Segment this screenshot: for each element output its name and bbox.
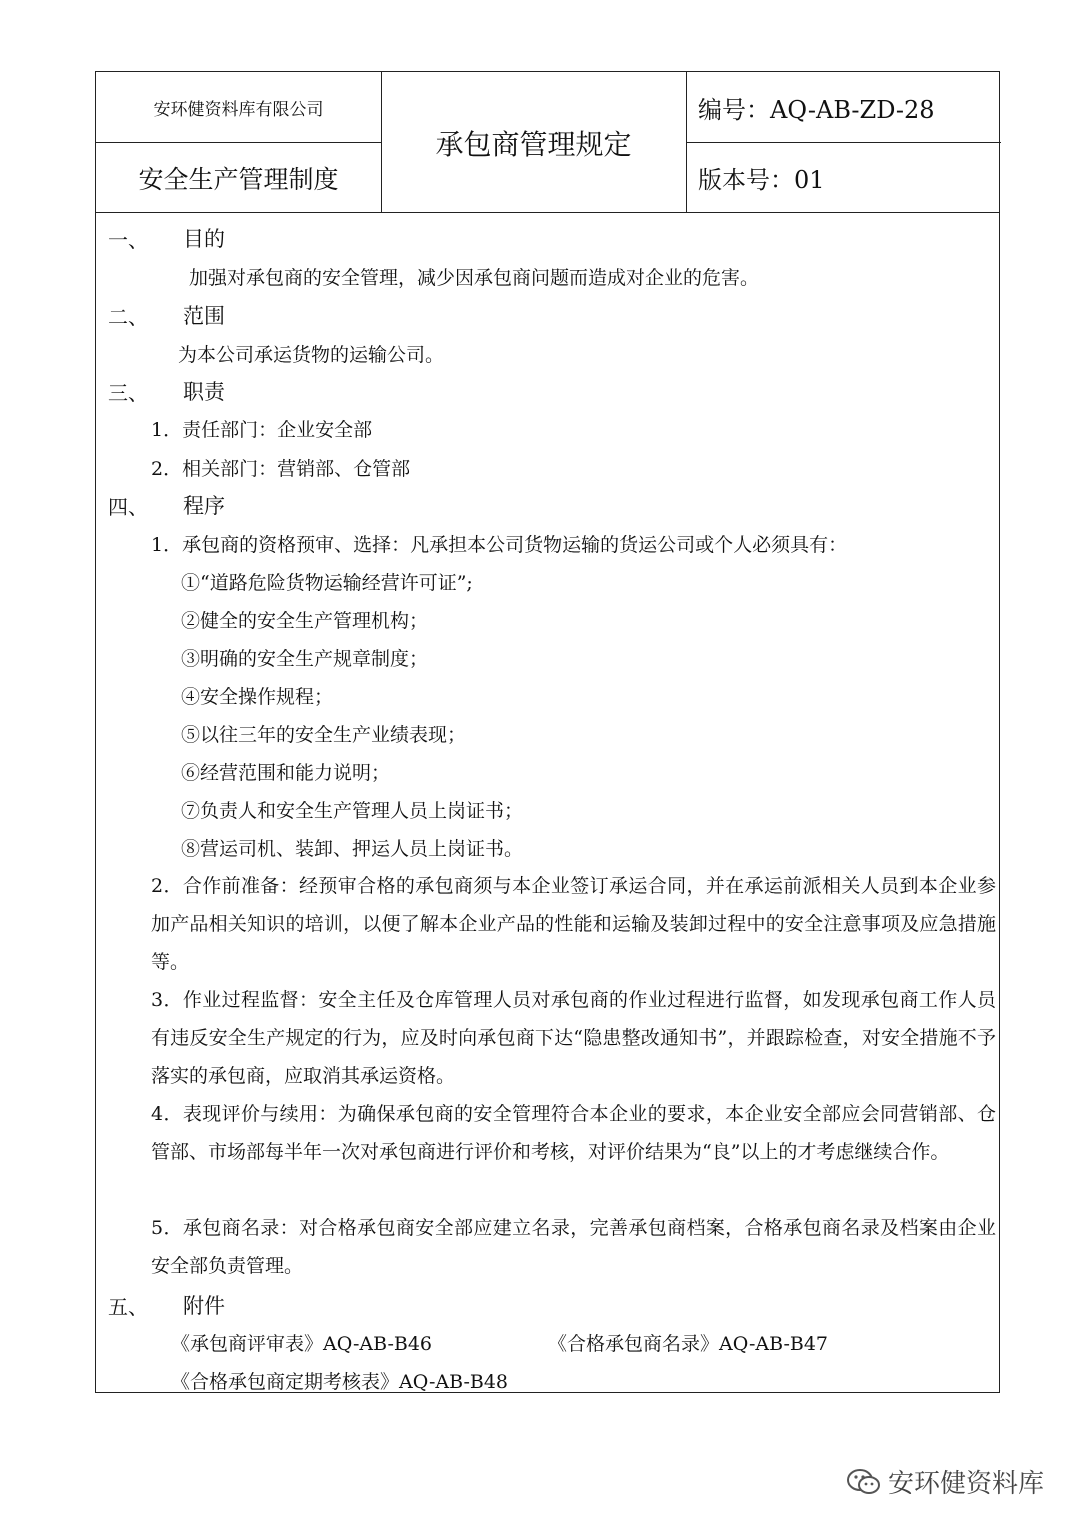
company-name: 安环健资料库有限公司 xyxy=(153,99,324,120)
system-name: 安全生产管理制度 xyxy=(138,164,339,194)
sub-item: ⑥经营范围和能力说明； xyxy=(181,762,391,784)
attachment-item: 《承包商评审表》AQ-AB-B46 xyxy=(171,1333,433,1355)
paragraph: 4．表现评价与续用：为确保承包商的安全管理符合本企业的要求，本企业安全部应会同营销部、仓管部、市场部每半年一次对承包商进行评价和考核，对评价结果为“良”以上的才考虑继续合作。 xyxy=(151,1103,996,1163)
document-code: 编号：AQ-AB-ZD-28 xyxy=(698,95,935,124)
section-text: 为本公司承运货物的运输公司。 xyxy=(178,344,445,366)
section-title: 职责 xyxy=(183,380,225,404)
document-header xyxy=(96,72,999,213)
wechat-icon xyxy=(846,1468,882,1496)
sub-item: ①“道路危险货物运输经营许可证”; xyxy=(181,572,473,594)
watermark xyxy=(846,1463,1044,1500)
sub-item: ④安全操作规程； xyxy=(181,686,334,708)
sub-item: ③明确的安全生产规章制度； xyxy=(181,648,429,670)
attachment-item: 《合格承包商名录》AQ-AB-B47 xyxy=(548,1333,829,1355)
watermark-text: 安环健资料库 xyxy=(888,1469,1045,1499)
section-title: 附件 xyxy=(183,1294,225,1318)
paragraph: 5．承包商名录：对合格承包商安全部应建立名录，完善承包商档案，合格承包商名录及档案由企业安全部负责管理。 xyxy=(151,1217,996,1277)
document-version: 版本号：01 xyxy=(698,166,825,194)
section-title: 目的 xyxy=(183,227,225,251)
document-frame xyxy=(95,71,1000,1393)
list-item: 2．相关部门：营销部、仓管部 xyxy=(151,458,411,480)
section-number: 二、 xyxy=(108,305,148,329)
document-title: 承包商管理规定 xyxy=(435,127,632,161)
section-text: 加强对承包商的安全管理，减少因承包商问题而造成对企业的危害。 xyxy=(189,267,760,289)
sub-item: ⑤以往三年的安全生产业绩表现； xyxy=(181,724,467,746)
section-number: 三、 xyxy=(108,381,148,405)
section-title: 范围 xyxy=(183,304,225,328)
sub-item: ⑧营运司机、装卸、押运人员上岗证书。 xyxy=(181,838,524,860)
list-item: 1．承包商的资格预审、选择：凡承担本公司货物运输的货运公司或个人必须具有： xyxy=(151,534,848,556)
paragraph: 2．合作前准备：经预审合格的承包商须与本企业签订承运合同，并在承运前派相关人员到本企业参加产品相关知识的培训，以便了解本企业产品的性能和运输及装卸过程中的安全注意事项及应急措施等。 xyxy=(151,875,996,973)
attachment-item: 《合格承包商定期考核表》AQ-AB-B48 xyxy=(171,1371,509,1393)
list-item: 1．责任部门：企业安全部 xyxy=(151,419,373,441)
section-number: 四、 xyxy=(108,495,148,519)
section-number: 五、 xyxy=(108,1295,148,1319)
section-number: 一、 xyxy=(108,228,148,252)
section-title: 程序 xyxy=(183,494,225,518)
sub-item: ⑦负责人和安全生产管理人员上岗证书； xyxy=(181,800,524,822)
paragraph: 3．作业过程监督：安全主任及仓库管理人员对承包商的作业过程进行监督，如发现承包商工作人员有违反安全生产规定的行为，应及时向承包商下达“隐患整改通知书”，并跟踪检查，对安全措施不予落实的承包商，应取消其承运资格。 xyxy=(151,989,996,1087)
sub-item: ②健全的安全生产管理机构； xyxy=(181,610,429,632)
